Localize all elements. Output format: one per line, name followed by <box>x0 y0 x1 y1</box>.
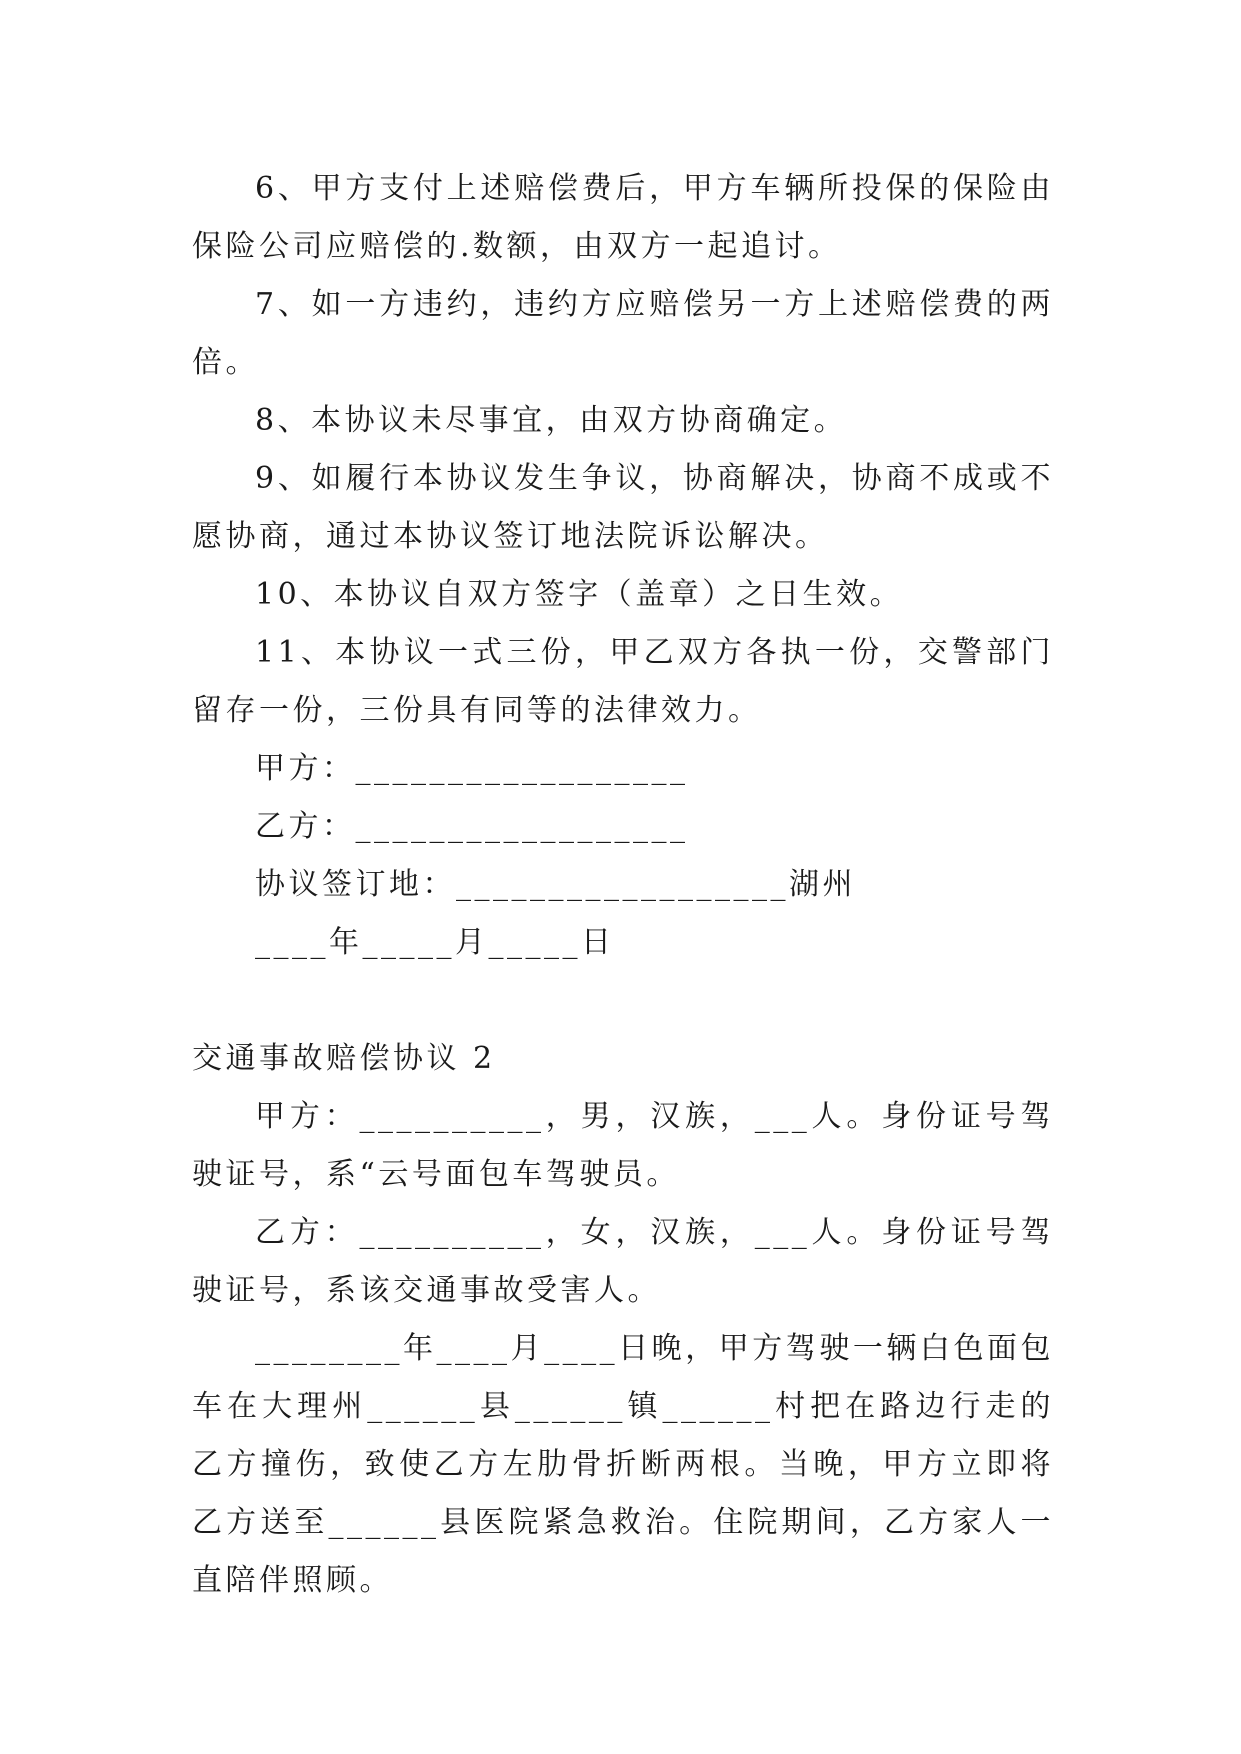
document-page <box>192 160 1054 1610</box>
party-a-signature-line: 甲方：__________________ <box>255 751 689 786</box>
signing-place-line: 协议签订地：__________________湖州 <box>255 867 856 902</box>
party-b-signature-line: 乙方：__________________ <box>255 809 689 844</box>
agreement-2-facts: ________年____月____日晚，甲方驾驶一辆白色面包车在大理州______县______镇______村把在路边行走的乙方撞伤，致使乙方左肋骨折断两根。当晚，甲方立即将乙方送至______县医院紧急救治。住院期间，乙方家人一直陪伴照顾。 <box>192 1331 1054 1598</box>
clause-11: 11、本协议一式三份，甲乙双方各执一份，交警部门留存一份，三份具有同等的法律效力。 <box>192 635 1054 728</box>
agreement-2-party-a: 甲方：__________，男，汉族，___人。身份证号驾驶证号，系“云号面包车驾驶员。 <box>192 1099 1054 1192</box>
section-spacer <box>192 972 1054 1030</box>
agreement-2-party-b: 乙方：__________，女，汉族，___人。身份证号驾驶证号，系该交通事故受害人。 <box>192 1215 1054 1308</box>
clause-9: 9、如履行本协议发生争议，协商解决，协商不成或不愿协商，通过本协议签订地法院诉讼解决。 <box>192 461 1054 554</box>
agreement-2-title: 交通事故赔偿协议 2 <box>192 1041 496 1076</box>
signing-date-line: ____年_____月_____日 <box>255 925 615 960</box>
clause-10: 10、本协议自双方签字（盖章）之日生效。 <box>255 577 904 612</box>
clause-8: 8、本协议未尽事宜，由双方协商确定。 <box>255 403 848 438</box>
clause-6: 6、甲方支付上述赔偿费后，甲方车辆所投保的保险由保险公司应赔偿的.数额，由双方一起追讨。 <box>192 171 1054 264</box>
clause-7: 7、如一方违约，违约方应赔偿另一方上述赔偿费的两倍。 <box>192 287 1054 380</box>
